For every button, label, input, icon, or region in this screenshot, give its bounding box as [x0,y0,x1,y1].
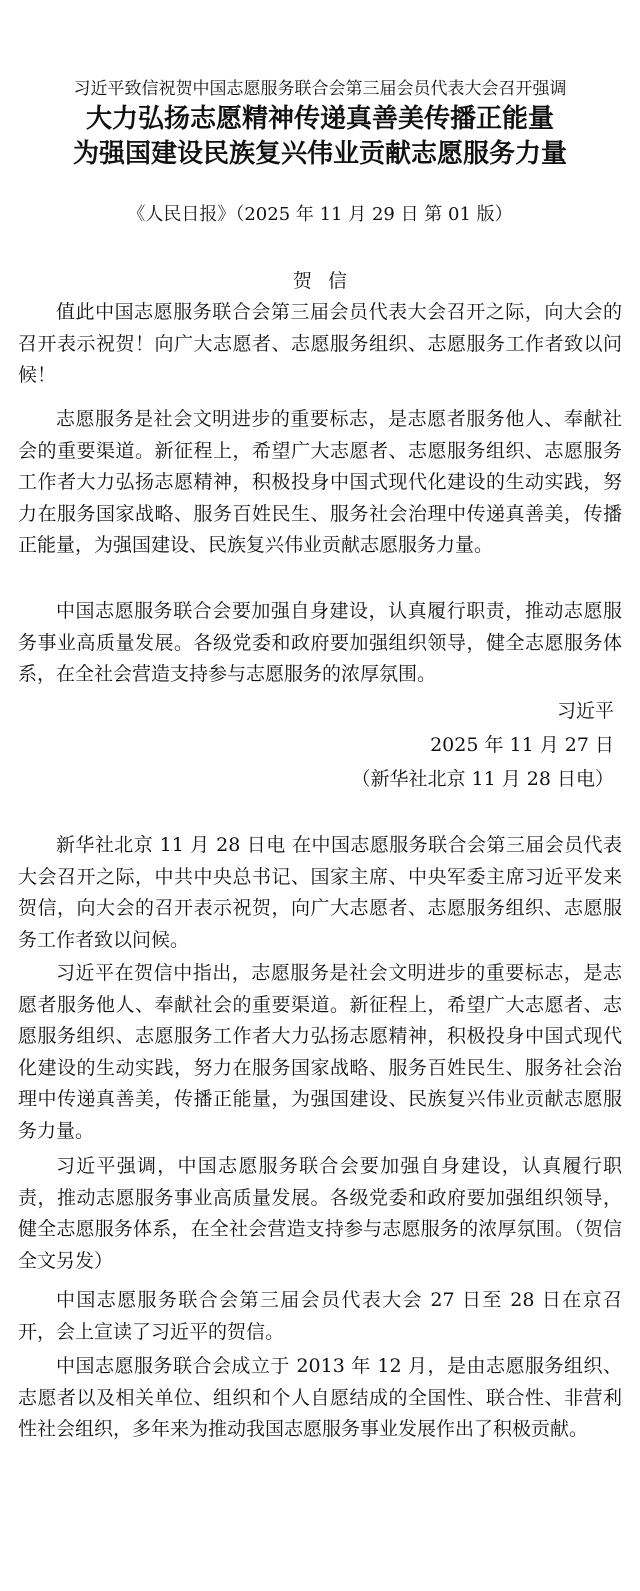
letter-paragraph-1: 值此中国志愿服务联合会第三届会员代表大会召开之际，向大会的召开表示祝贺！向广大志愿者、志愿服务组织、志愿服务工作者致以问候！ [18,301,622,386]
news-paragraph-1: 新华社北京 11 月 28 日电 在中国志愿服务联合会第三届会员代表大会召开之际，中共中央总书记、国家主席、中央军委主席习近平发来贺信，向大会的召开表示祝贺，向广大志愿者、志愿服务组织、志愿服务工作者致以问候。 [18,834,622,951]
news-paragraph-4: 中国志愿服务联合会第三届会员代表大会 27 日至 28 日在京召开，会上宣读了习近平的贺信。 [18,1289,622,1343]
letter-paragraph-2: 志愿服务是社会文明进步的重要标志，是志愿者服务他人、奉献社会的重要渠道。新征程上，希望广大志愿者、志愿服务组织、志愿服务工作者大力弘扬志愿精神，积极投身中国式现代化建设的生动实践，努力在服务国家战略、服务百姓民生、服务社会治理中传递真善美，传播正能量，为强国建设、民族复兴伟业贡献志愿服务力量。 [18,408,622,556]
news-paragraph-2: 习近平在贺信中指出，志愿服务是社会文明进步的重要标志，是志愿者服务他人、奉献社会的重要渠道。新征程上，希望广大志愿者、志愿服务组织、志愿服务工作者大力弘扬志愿精神，积极投身中国式现代化建设的生动实践，努力在服务国家战略、服务百姓民生、服务社会治理中传递真善美，传播正能量，为强国建设、民族复兴伟业贡献志愿服务力量。 [18,962,622,1142]
letter-dateline: （新华社北京 11 月 28 日电） [351,768,614,790]
headline-line-2: 为强国建设民族复兴伟业贡献志愿服务力量 [72,139,567,169]
news-paragraph-5: 中国志愿服务联合会成立于 2013 年 12 月，是由志愿服务组织、志愿者以及相关单位、组织和个人自愿结成的全国性、联合性、非营利性社会组织，多年来为推动我国志愿服务事业发展作出了积极贡献。 [18,1355,622,1440]
article-source: 《人民日报》（2025 年 11 月 29 日 第 01 版） [127,204,513,225]
letter-title: 贺信 [292,270,363,292]
news-paragraph-3: 习近平强调，中国志愿服务联合会要加强自身建设，认真履行职责，推动志愿服务事业高质量发展。各级党委和政府要加强组织领导，健全志愿服务体系，在全社会营造支持参与志愿服务的浓厚氛围。（贺信全文另发） [18,1155,622,1272]
letter-date: 2025 年 11 月 27 日 [430,734,614,756]
article-kicker: 习近平致信祝贺中国志愿服务联合会第三届会员代表大会召开强调 [73,79,567,99]
letter-signature: 习近平 [556,700,614,722]
headline-line-1: 大力弘扬志愿精神传递真善美传播正能量 [85,104,554,134]
letter-paragraph-3: 中国志愿服务联合会要加强自身建设，认真履行职责，推动志愿服务事业高质量发展。各级党委和政府要加强组织领导，健全志愿服务体系，在全社会营造支持参与志愿服务的浓厚氛围。 [18,600,622,685]
